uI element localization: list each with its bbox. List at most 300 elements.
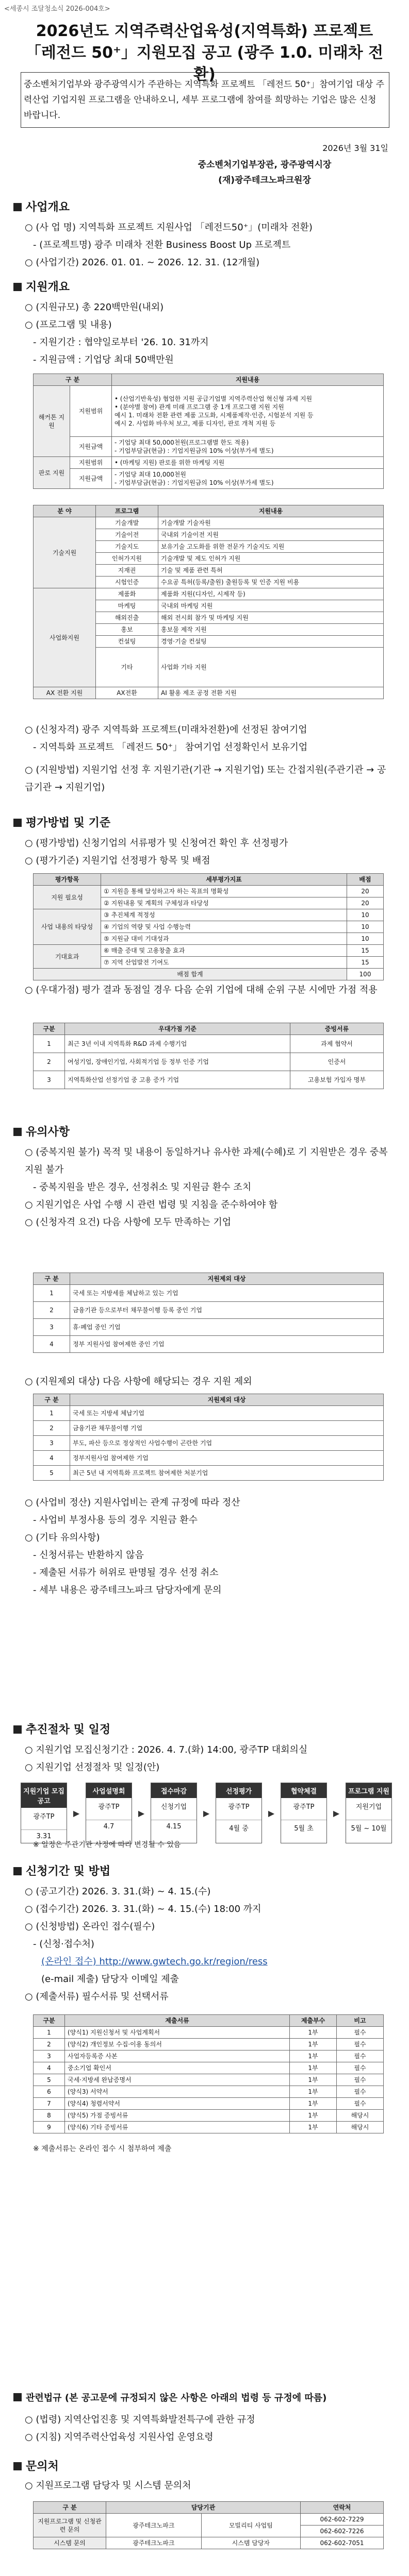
table-row xyxy=(34,2074,384,2086)
table-row xyxy=(34,1071,384,1089)
table-row xyxy=(34,1053,384,1071)
table-cell: 경영·기술 컨설팅 xyxy=(158,636,384,648)
table-cell: 지원범위 xyxy=(70,457,112,469)
table-row xyxy=(34,2039,384,2050)
s4-item: ○ 지원기업은 사업 수행 시 관련 법령 및 지침을 준수하여야 함 xyxy=(25,1199,278,1210)
flow-step-owner: 신청기업 xyxy=(151,1798,197,1820)
section-1-body xyxy=(25,219,388,272)
table-header: 구분 xyxy=(34,2015,65,2027)
table-cell: 1부 xyxy=(290,2098,337,2110)
table-cell: 기술 및 제품 관련 특허 xyxy=(158,565,384,577)
table-cell: 10 xyxy=(347,909,384,921)
announcement-date: 2026년 3월 31일 xyxy=(322,143,388,153)
table-cell: 마케팅 xyxy=(96,600,158,612)
table-row xyxy=(34,969,384,980)
section-4-body xyxy=(25,1144,388,1231)
schedule-note: ※ 일정은 주관기관 사정에 따라 변경될 수 있음 xyxy=(33,1841,181,1849)
table-header: 담당기관 xyxy=(106,2502,301,2514)
arrow-right-icon: ▶ xyxy=(268,1808,275,1818)
section-3-heading xyxy=(13,814,110,830)
table-cell: 중소기업 확인서 xyxy=(65,2062,290,2074)
table-cell: 사업화 기타 지원 xyxy=(158,648,384,687)
restriction-table xyxy=(33,1394,384,1481)
s1-item: ○ (사 업 명) 지역특화 프로젝트 지원사업 「레전드50⁺」(미래차 전환) xyxy=(25,222,313,233)
table-header: 프로그램 xyxy=(96,505,158,517)
table-cell: 필수 xyxy=(337,2027,384,2039)
table-row xyxy=(34,2537,384,2549)
s6-item: - (신청·접수처) xyxy=(33,1939,94,1950)
table-cell: 해외 전시회 참가 및 마케팅 지원 xyxy=(158,612,384,624)
s6-item: ○ (제출서류) 필수서류 및 선택서류 xyxy=(25,1991,169,2002)
table-cell: 제품화 지원(디자인, 시제작 등) xyxy=(158,588,384,600)
section-5-heading xyxy=(13,1721,110,1737)
table-header: 구 분 xyxy=(34,1394,70,1406)
flow-step-date: 5월 ~ 10월 xyxy=(351,1825,387,1833)
table-cell: 100 xyxy=(347,969,384,980)
table-cell: 6 xyxy=(34,2086,65,2098)
table-row xyxy=(34,2122,384,2133)
table-cell: 최근 3년 이내 지역특화 R&D 과제 수행기업 xyxy=(65,1035,290,1053)
flow-step xyxy=(86,1783,132,1843)
table-cell: 1부 xyxy=(290,2074,337,2086)
bullet-square-icon xyxy=(13,283,22,291)
table-row xyxy=(34,909,384,921)
section-1-heading xyxy=(13,198,70,214)
s4-item: ○ (신청자격 요건) 다음 사항에 모두 만족하는 기업 xyxy=(25,1217,232,1228)
table-cell: 5 xyxy=(34,1466,70,1481)
process-flow xyxy=(21,1783,392,1843)
table-cell: 제품화 xyxy=(96,588,158,600)
table-cell: ③ 추진체계 적정성 xyxy=(101,909,347,921)
table-cell: 광주테크노파크 xyxy=(106,2514,202,2537)
table-cell: (양식1) 지원신청서 및 사업계획서 xyxy=(65,2027,290,2039)
section-7-body xyxy=(25,2411,388,2446)
flow-step-date: 4.15 xyxy=(166,1823,182,1831)
table-header: 지원내용 xyxy=(112,374,384,386)
s7-item: ○ (지침) 지역주력산업육성 지원사업 운영요령 xyxy=(25,2432,214,2443)
flow-step-date: 3.31 xyxy=(36,1833,52,1840)
table-cell: - 기업당 최대 50,000천원(프로그램별 한도 적용) - 기업부담금(현금) : 기업지원금의 10% 이상(부가세 별도) xyxy=(112,437,384,457)
section-2-heading xyxy=(13,278,70,294)
table-cell: 부도, 파산 등으로 정상적인 사업수행이 곤란한 기업 xyxy=(70,1436,384,1451)
table-row xyxy=(34,2062,384,2074)
table-cell: AX전환 xyxy=(96,687,158,699)
table-cell: • (산업기반육성) 협업한 지원 공급기업별 지역주력산업 혁신형 과제 지원 • (분야별 참여) 관계 미래 프로그램 중 1개 프로그램 지원 지원 예시 1. 미래차 전환 관련 제품 고도화, 시제품제작·인증, 시험분석 지원 등 예시 2. 사업화 바우처 보고, 제품 디자인, 판로 개척 지원 등 xyxy=(112,386,384,437)
table-cell: 지역특화산업 선정기업 중 고용 증가 기업 xyxy=(65,1071,290,1089)
table-header: 세부평가지표 xyxy=(101,874,347,886)
s6-item: (e-mail 제출) 담당자 이메일 제출 xyxy=(41,1974,179,1985)
s3-item: ○ (평가방법) 신청기업의 서류평가 및 신청여건 확인 후 선정평가 xyxy=(25,838,288,849)
bullet-square-icon xyxy=(13,1128,22,1136)
table-row xyxy=(34,945,384,957)
table-cell: - 기업당 최대 10,000천원 - 기업부담금(현금) : 기업지원금의 10% 이상(부가세 별도) xyxy=(112,469,384,489)
section-5-body xyxy=(25,1741,388,1776)
table-row xyxy=(34,1421,384,1436)
table-cell: 10 xyxy=(347,921,384,933)
table-cell: 여성기업, 장애인기업, 사회적기업 등 정부 인증 기업 xyxy=(65,1053,290,1071)
table-row xyxy=(34,2086,384,2098)
support-table-1 xyxy=(33,374,384,489)
s1-item: ○ (사업기간) 2026. 01. 01. ~ 2026. 12. 31. (12개월) xyxy=(25,257,260,268)
table-cell: 지재권 xyxy=(96,565,158,577)
online-application-link[interactable]: (온라인 접수) http://www.gwtech.go.kr/region/ress xyxy=(41,1956,268,1967)
arrow-right-icon: ▶ xyxy=(138,1808,145,1818)
table-cell: 지원범위 xyxy=(70,386,112,437)
s4-after-item: - 신청서류는 반환하지 않음 xyxy=(33,1550,144,1561)
table-cell: 휴·폐업 중인 기업 xyxy=(70,1319,384,1336)
section-4-heading xyxy=(13,1123,70,1139)
s4-item: - 중복지원을 받은 경우, 선정취소 및 지원금 환수 조치 xyxy=(33,1182,252,1193)
program-table xyxy=(33,505,384,699)
table-cell: 필수 xyxy=(337,2050,384,2062)
table-cell: 컨설팅 xyxy=(96,636,158,648)
table-row xyxy=(34,1466,384,1481)
flow-step xyxy=(21,1783,67,1843)
table-cell: ④ 기업의 역량 및 사업 수행능력 xyxy=(101,921,347,933)
flow-step-title: 선정평가 xyxy=(216,1783,261,1798)
table-cell: 기술개발 기술자원 xyxy=(158,517,384,529)
table-cell: 필수 xyxy=(337,2098,384,2110)
flow-step-owner: 광주TP xyxy=(21,1808,67,1830)
flow-step-date: 4월 중 xyxy=(229,1825,249,1833)
bonus-intro: ○ (우대가점) 평가 결과 동점일 경우 다음 순위 기업에 대해 순위 구분 시에만 가점 적용 xyxy=(25,985,378,995)
s5-item: ○ 지원기업 모집신청기간 : 2026. 4. 7.(화) 14:00, 광주TP 대회의실 xyxy=(25,1744,308,1755)
table-cell: 판로 지원 xyxy=(34,457,70,489)
table-header: 구 분 xyxy=(34,2502,106,2514)
table-cell: 1부 xyxy=(290,2039,337,2050)
section-6-heading xyxy=(13,1862,110,1878)
flow-step-title: 접수마감 xyxy=(151,1783,197,1798)
table-row xyxy=(34,1436,384,1451)
flow-step-title: 협약체결 xyxy=(281,1783,326,1798)
table-cell: 1 xyxy=(34,2027,65,2039)
s2-after-item: - 지역특화 프로젝트 「레전드 50⁺」 참여기업 선정확인서 보유기업 xyxy=(33,742,308,753)
s6-item: ○ (접수기간) 2026. 3. 31.(화) ~ 4. 15.(수) 18:00 까지 xyxy=(25,1904,261,1914)
table-row xyxy=(34,588,384,600)
table-cell: 모빌리티 사업팀 xyxy=(201,2514,300,2537)
table-cell: 최근 5년 내 지역특화 프로젝트 참여제한 처분기업 xyxy=(70,1466,384,1481)
table-header: 증빙서류 xyxy=(290,1023,384,1035)
table-cell: 2 xyxy=(34,1302,70,1319)
documents-table xyxy=(33,2014,384,2133)
table-cell: 과제 협약서 xyxy=(290,1035,384,1053)
table-row xyxy=(34,687,384,699)
table-cell: 20 xyxy=(347,886,384,897)
table-cell: 인증서 xyxy=(290,1053,384,1071)
table-row xyxy=(34,1285,384,1302)
table-cell: 5 xyxy=(34,2074,65,2086)
s4-after-item: - 사업비 부정사용 등의 경우 지원금 환수 xyxy=(33,1515,198,1526)
table-cell: 필수 xyxy=(337,2074,384,2086)
bullet-square-icon xyxy=(13,819,22,827)
s3-item: ○ (평가기준) 지원기업 선정평가 항목 및 배점 xyxy=(25,855,210,866)
table-cell: 15 xyxy=(347,957,384,969)
title-line-1: 2026년도 지역주력산업육성(지역특화) 프로젝트 xyxy=(36,22,373,40)
table-cell: 3 xyxy=(34,1436,70,1451)
table-cell: 1 xyxy=(34,1035,65,1053)
table-row xyxy=(34,457,384,469)
s5-item: ○ 지원기업 선정절차 및 일정(안) xyxy=(25,1762,160,1773)
table-cell: 1부 xyxy=(290,2062,337,2074)
section-2-after xyxy=(25,721,388,796)
section-6-title: 신청기간 및 방법 xyxy=(26,1865,111,1878)
flow-step-title: 프로그램 지원 xyxy=(346,1783,391,1798)
table-cell: ① 지원을 통해 달성하고자 하는 목표의 명확성 xyxy=(101,886,347,897)
table-row xyxy=(34,1035,384,1053)
table-header: 평가항목 xyxy=(34,874,101,886)
table-cell: 지원 필요성 xyxy=(34,886,101,909)
flow-step-owner: 지원기업 xyxy=(346,1798,391,1820)
table-cell: 필수 xyxy=(337,2086,384,2098)
arrow-right-icon: ▶ xyxy=(203,1808,210,1818)
s4-after-item: - 세부 내용은 광주테크노파크 담당자에게 문의 xyxy=(33,1585,222,1596)
s6-item: ○ (공고기간) 2026. 3. 31.(화) ~ 4. 15.(수) xyxy=(25,1886,211,1897)
table-cell: 국내외 기술이전 지원 xyxy=(158,529,384,541)
documents-note: ※ 제출서류는 온라인 접수 시 첨부하여 제출 xyxy=(33,2145,172,2153)
table-cell: ⑦ 지역 산업발전 기여도 xyxy=(101,957,347,969)
table-cell: 해당시 xyxy=(337,2122,384,2133)
bullet-square-icon xyxy=(13,2462,22,2470)
table-cell: ⑥ 매출 증대 및 고용창출 효과 xyxy=(101,945,347,957)
s4-after-item: - 제출된 서류가 허위로 판명될 경우 선정 취소 xyxy=(33,1567,219,1578)
table-cell: 홍보 xyxy=(96,624,158,636)
table-header: 제출서류 xyxy=(65,2015,290,2027)
table-cell: 기술지도 xyxy=(96,541,158,553)
org-line-2: (재)광주테크노파크원장 xyxy=(218,175,311,185)
table-row xyxy=(34,2110,384,2122)
bonus-table xyxy=(33,1023,384,1089)
table-cell: 7 xyxy=(34,2098,65,2110)
table-header: 구분 xyxy=(34,1023,65,1035)
table-cell: 국세 또는 지방세 체납기업 xyxy=(70,1406,384,1421)
flow-step-owner: 광주TP xyxy=(216,1798,261,1820)
table-row xyxy=(34,386,384,437)
contact-table xyxy=(33,2501,384,2549)
flow-step xyxy=(281,1783,327,1843)
table-cell: 1부 xyxy=(290,2027,337,2039)
bullet-square-icon xyxy=(13,2393,22,2401)
title-line-2: 「레전드 50⁺」지원모집 공고 (광주 1.0. 미래차 전환) xyxy=(25,44,384,83)
section-4-after xyxy=(25,1494,388,1599)
s2-after-item: ○ (지원방법) 지원기업 선정 후 지원기관(기관 → 지원기업) 또는 간접지원(주관기관 → 공급기관 → 지원기업) xyxy=(25,765,386,793)
table-header: 구 분 xyxy=(34,1273,70,1285)
table-cell: • (마케팅 지원) 판로를 위한 마케팅 지원 xyxy=(112,457,384,469)
evaluation-table xyxy=(33,873,384,980)
table-header: 연락처 xyxy=(301,2502,384,2514)
flow-step-date: 4.7 xyxy=(103,1823,114,1831)
table-cell: 금융기관 등으로부터 채무불이행 등록 중인 기업 xyxy=(70,1302,384,1319)
table-cell: 9 xyxy=(34,2122,65,2133)
table-cell: 4 xyxy=(34,1336,70,1353)
table-row xyxy=(34,886,384,897)
restrict-intro: ○ (지원제외 대상) 다음 사항에 해당되는 경우 지원 제외 xyxy=(25,1376,252,1387)
table-cell: 1부 xyxy=(290,2122,337,2133)
table-cell: 해당시 xyxy=(337,2110,384,2122)
table-cell: AI 활용 제조 공정 전환 지원 xyxy=(158,687,384,699)
section-2-title: 지원개요 xyxy=(26,281,70,294)
table-cell: 시스템 문의 xyxy=(34,2537,106,2549)
table-cell: 사업자등록증 사본 xyxy=(65,2050,290,2062)
flow-step-title: 사업설명회 xyxy=(86,1783,132,1798)
table-cell: 1부 xyxy=(290,2050,337,2062)
table-cell: 국세 또는 지방세를 체납하고 있는 기업 xyxy=(70,1285,384,1302)
table-cell: (양식2) 개인정보 수집·이용 동의서 xyxy=(65,2039,290,2050)
table-header: 배점 xyxy=(347,874,384,886)
table-header: 제출부수 xyxy=(290,2015,337,2027)
table-cell: 10 xyxy=(347,933,384,945)
table-cell: 정부지원사업 참여제한 기업 xyxy=(70,1451,384,1466)
table-row xyxy=(34,2514,384,2526)
table-cell: 1 xyxy=(34,1406,70,1421)
intro-box: 중소벤처기업부와 광주광역시가 주관하는 지역특화 프로젝트 「레전드 50⁺」참여기업 대상 주력산업 기업지원 프로그램을 안내하오니, 세부 프로그램에 참여를 희망하는 기업은 많은 신청 바랍니다. xyxy=(21,72,389,128)
s8-item: ○ 지원프로그램 담당자 및 시스템 문의처 xyxy=(25,2480,191,2491)
s2-item: - 지원기간 : 협약일로부터 '26. 10. 31까지 xyxy=(33,337,209,348)
table-header: 지원제외 대상 xyxy=(70,1273,384,1285)
org-line-1: 중소벤처기업부장관, 광주광역시장 xyxy=(198,160,332,170)
table-cell: 시험인증 xyxy=(96,577,158,588)
s6-item: ○ (신청방법) 온라인 접수(필수) xyxy=(25,1921,155,1932)
bullet-square-icon xyxy=(13,203,22,211)
table-cell: 20 xyxy=(347,897,384,909)
bullet-square-icon xyxy=(13,1725,22,1734)
table-cell: 보유기술 고도화를 위한 전문가 기술지도 지원 xyxy=(158,541,384,553)
table-cell: 금융기관 채무불이행 기업 xyxy=(70,1421,384,1436)
table-cell: 지원금액 xyxy=(70,437,112,457)
table-cell: 3 xyxy=(34,2050,65,2062)
flow-step xyxy=(346,1783,392,1843)
table-cell: 2 xyxy=(34,1421,70,1436)
s2-item: - 지원금액 : 기업당 최대 50백만원 xyxy=(33,354,174,365)
table-cell: 4 xyxy=(34,1451,70,1466)
section-1-title: 사업개요 xyxy=(26,201,70,214)
flow-step xyxy=(216,1783,262,1843)
table-cell: 지원프로그램 및 신청관련 문의 xyxy=(34,2514,106,2537)
table-row xyxy=(34,2027,384,2039)
s4-after-item: ○ (기타 유의사항) xyxy=(25,1532,100,1543)
table-cell: 사업 내용의 타당성 xyxy=(34,909,101,945)
table-cell: 3 xyxy=(34,1319,70,1336)
section-3-body xyxy=(25,835,388,870)
issuing-organizations xyxy=(141,157,388,188)
s4-item: ○ (중복지원 불가) 목적 및 내용이 동일하거나 유사한 과제(수혜)로 기 지원받은 경우 중복지원 불가 xyxy=(25,1147,388,1175)
table-cell: (양식6) 기타 증빙서류 xyxy=(65,2122,290,2133)
table-cell: 기술개발 및 제도 인허가 지원 xyxy=(158,553,384,565)
section-7-heading xyxy=(13,2391,326,2404)
table-cell: 고용보험 가입자 명부 xyxy=(290,1071,384,1089)
table-cell: (양식4) 청렴서약서 xyxy=(65,2098,290,2110)
section-5-title: 추진절차 및 일정 xyxy=(26,1723,111,1736)
table-cell: 지원금액 xyxy=(70,469,112,489)
table-cell: 1부 xyxy=(290,2086,337,2098)
table-cell: 2 xyxy=(34,1053,65,1071)
table-cell: 해외진출 xyxy=(96,612,158,624)
table-header: 지원내용 xyxy=(158,505,384,517)
table-cell: 8 xyxy=(34,2110,65,2122)
table-cell: 기술지원 xyxy=(34,517,96,588)
arrow-right-icon: ▶ xyxy=(333,1808,340,1818)
table-header: 우대가점 기준 xyxy=(65,1023,290,1035)
section-8-title: 문의처 xyxy=(26,2460,59,2473)
table-cell: 국내외 마케팅 지원 xyxy=(158,600,384,612)
table-row xyxy=(34,2098,384,2110)
arrow-right-icon: ▶ xyxy=(73,1808,80,1818)
table-row xyxy=(34,1406,384,1421)
flow-step-date: 5월 초 xyxy=(294,1825,314,1833)
table-cell: 1부 xyxy=(290,2110,337,2122)
doc-number: <세종시 조달청소식 2026-004호> xyxy=(4,5,110,13)
table-cell: 15 xyxy=(347,945,384,957)
bullet-square-icon xyxy=(13,1867,22,1875)
table-cell: 4 xyxy=(34,2062,65,2074)
section-3-title: 평가방법 및 기준 xyxy=(26,817,111,829)
table-cell: 인허가지원 xyxy=(96,553,158,565)
table-cell: 기술이전 xyxy=(96,529,158,541)
flow-step-owner: 광주TP xyxy=(86,1798,132,1820)
table-cell: 배점 합계 xyxy=(34,969,347,980)
table-row xyxy=(34,1302,384,1319)
s2-after-item: ○ (신청자격) 광주 지역특화 프로젝트(미래차전환)에 선정된 참여기업 xyxy=(25,724,307,735)
table-header: 분 야 xyxy=(34,505,96,517)
table-cell: 3 xyxy=(34,1071,65,1089)
table-cell: 국세·지방세 완납증명서 xyxy=(65,2074,290,2086)
s2-item: ○ (프로그램 및 내용) xyxy=(25,319,112,330)
table-cell: 홍보물 제작 지원 xyxy=(158,624,384,636)
table-header: 구 분 xyxy=(34,374,112,386)
table-cell: 광주테크노파크 xyxy=(106,2537,202,2549)
table-cell: (양식5) 가점 증빙서류 xyxy=(65,2110,290,2122)
section-7-title: 관련법규 (본 공고문에 규정되지 않은 사항은 아래의 법령 등 규정에 따름) xyxy=(26,2393,327,2403)
section-6-body xyxy=(25,1883,388,2006)
table-cell: 2 xyxy=(34,2039,65,2050)
table-header: 지원제외 대상 xyxy=(70,1394,384,1406)
table-cell: 필수 xyxy=(337,2039,384,2050)
s7-item: ○ (법령) 지역산업진흥 및 지역특화발전특구에 관한 규정 xyxy=(25,2414,255,2425)
table-cell: 해커톤 지원 xyxy=(34,386,70,457)
table-row xyxy=(34,1336,384,1353)
table-row xyxy=(34,437,384,457)
table-header: 비고 xyxy=(337,2015,384,2027)
table-row xyxy=(34,469,384,489)
phone-number: 062-602-7229 xyxy=(301,2514,384,2526)
table-cell: 1 xyxy=(34,1285,70,1302)
table-row xyxy=(34,2050,384,2062)
table-cell: 기타 xyxy=(96,648,158,687)
s1-item: - (프로젝트명) 광주 미래차 전환 Business Boost Up 프로젝트 xyxy=(33,240,291,250)
table-row xyxy=(34,1319,384,1336)
table-cell: 사업화지원 xyxy=(34,588,96,687)
section-8-body xyxy=(25,2477,388,2495)
table-row xyxy=(34,1451,384,1466)
flow-step xyxy=(151,1783,197,1843)
table-cell: 필수 xyxy=(337,2062,384,2074)
table-cell: 기대효과 xyxy=(34,945,101,969)
section-4-title: 유의사항 xyxy=(26,1126,70,1139)
table-row xyxy=(34,517,384,529)
requirement-table xyxy=(33,1273,384,1353)
section-8-heading xyxy=(13,2458,59,2473)
flow-step-title: 지원기업 모집공고 xyxy=(21,1783,67,1808)
table-cell: 기술개발 xyxy=(96,517,158,529)
s4-after-item: ○ (사업비 정산) 지원사업비는 관계 규정에 따라 정산 xyxy=(25,1497,240,1508)
phone-number: 062-602-7226 xyxy=(301,2526,384,2537)
table-cell: (양식3) 서약서 xyxy=(65,2086,290,2098)
phone-number: 062-602-7051 xyxy=(301,2537,384,2549)
table-cell: 수요공 특허(등록/출원) 출원등록 및 인증 지원 비용 xyxy=(158,577,384,588)
table-cell: AX 전환 지원 xyxy=(34,687,96,699)
table-cell: ② 지원내용 및 계획의 구체성과 타당성 xyxy=(101,897,347,909)
section-2-body xyxy=(25,299,388,369)
s2-item: ○ (지원규모) 총 220백만원(내외) xyxy=(25,302,164,313)
